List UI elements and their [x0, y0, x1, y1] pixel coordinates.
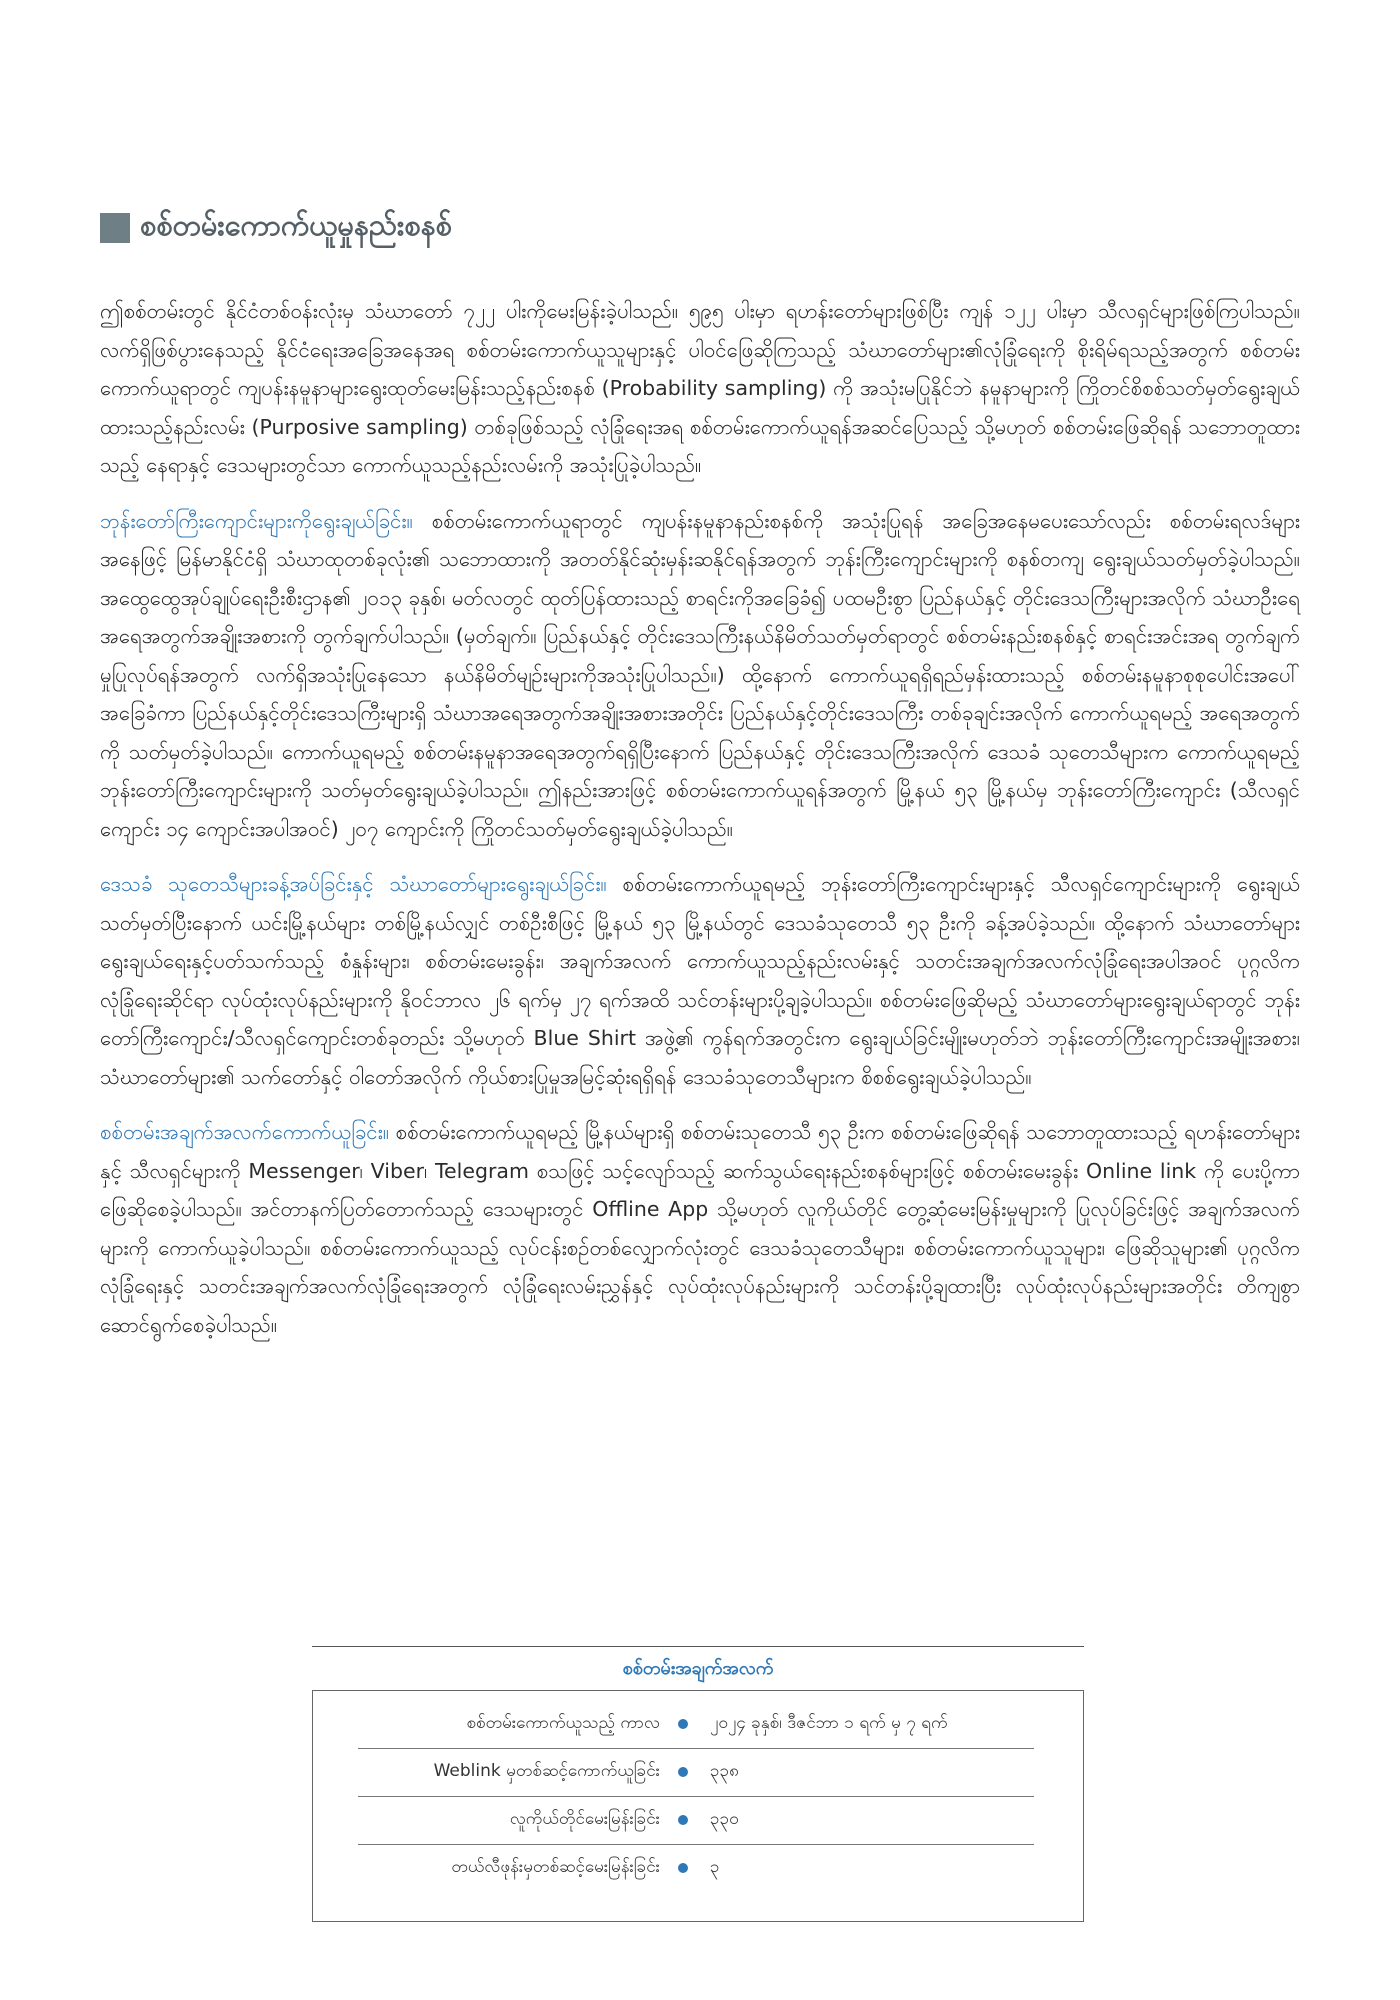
paragraph-methodology	[100, 292, 1300, 485]
paragraph-data-collection	[100, 1113, 1300, 1344]
body-text	[100, 292, 1300, 1361]
info-row-value: ၃၃၀	[710, 1808, 739, 1829]
info-row-value: ၂၀၂၄ ခုနှစ်၊ ဒီဇင်ဘာ ၁ ရက် မှ ၇ ရက်	[710, 1712, 948, 1733]
info-row-period	[358, 1700, 1034, 1749]
info-row-telephone	[358, 1844, 1034, 1892]
info-row-label: တယ်လီဖုန်းမှတစ်ဆင့်မေးမြန်းခြင်း	[451, 1856, 660, 1877]
info-row-label: လူကိုယ်တိုင်မေးမြန်းခြင်း	[509, 1808, 660, 1829]
paragraph-text: စစ်တမ်းကောက်ယူရာတွင် ကျပန်းနမူနာနည်းစနစ်ကို အသုံးပြုရန် အခြေအနေမပေးသော်လည်း စစ်တမ်းရလဒ်များအနေဖြင့် မြန်မာနိုင်ငံရှိ သံဃာထုတစ်ခုလုံး၏ သဘောထားကို အတတ်နိုင်ဆုံးမှန်းဆနိုင်ရန်အတွက် ဘုန်းကြီးကျောင်းများကို စနစ်တကျ ရွေးချယ်သတ်မှတ်ခဲ့ပါသည်။ အထွေထွေအုပ်ချုပ်ရေးဦးစီးဌာန၏ ၂၀၁၃ ခုနှစ်၊ မတ်လတွင် ထုတ်ပြန်ထားသည့် စာရင်းကိုအခြေခံ၍ ပထမဦးစွာ ပြည်နယ်နှင့် တိုင်းဒေသကြီးများအလိုက် သံဃာဦးရေ အရေအတွက်အချိုးအစားကို တွက်ချက်ပါသည်။ (မှတ်ချက်။ ပြည်နယ်နှင့် တိုင်းဒေသကြီးနယ်နိမိတ်သတ်မှတ်ရာတွင် စစ်တမ်းနည်းစနစ်နှင့် စာရင်းအင်းအရ တွက်ချက်မှုပြုလုပ်ရန်အတွက် လက်ရှိအသုံးပြုနေသော နယ်နိမိတ်မျဉ်းများကိုအသုံးပြုပါသည်။) ထို့နောက် ကောက်ယူရရှိရည်မှန်းထားသည့် စစ်တမ်းနမူနာစုစုပေါင်းအပေါ် အခြေခံကာ ပြည်နယ်နှင့်တိုင်းဒေသကြီးများရှိ သံဃာအရေအတွက်အချိုးအစားအတိုင်း ပြည်နယ်နှင့်တိုင်းဒေသကြီး တစ်ခုချင်းအလိုက် ကောက်ယူရမည့် အရေအတွက်ကို သတ်မှတ်ခဲ့ပါသည်။ ကောက်ယူရမည့် စစ်တမ်းနမူနာအရေအတွက်ရရှိပြီးနောက် ပြည်နယ်နှင့် တိုင်းဒေသကြီးအလိုက် ဒေသခံ သုတေသီများက ကောက်ယူရမည့် ဘုန်းတော်ကြီးကျောင်းများကို သတ်မှတ်ရွေးချယ်ခဲ့ပါသည်။ ဤနည်းအားဖြင့် စစ်တမ်းကောက်ယူရန်အတွက် မြို့နယ် ၅၃ မြို့နယ်မှ ဘုန်းတော်ကြီးကျောင်း (သီလရှင်ကျောင်း ၁၄ ကျောင်းအပါအဝင်) ၂၀၇ ကျောင်းကို ကြိုတင်သတ်မှတ်ရွေးချယ်ခဲ့ပါသည်။	[100, 508, 1301, 841]
bullet-dot-icon	[678, 1863, 688, 1873]
info-row-in-person	[358, 1796, 1034, 1845]
paragraph-monastery-selection	[100, 502, 1300, 849]
bullet-dot-icon	[678, 1767, 688, 1777]
info-row-value: ၃	[710, 1856, 720, 1877]
paragraph-lead: ဘုန်းတော်ကြီးကျောင်းများကိုရွေးချယ်ခြင်း။	[100, 508, 413, 533]
heading-square-marker	[100, 213, 130, 243]
heading-text: စစ်တမ်းကောက်ယူမှုနည်းစနစ်	[140, 207, 452, 242]
info-row-label: စစ်တမ်းကောက်ယူသည့် ကာလ	[466, 1712, 660, 1733]
bullet-dot-icon	[678, 1719, 688, 1729]
paragraph-lead: ဒေသခံ သုတေသီများခန့်အပ်ခြင်းနှင့် သံဃာတော်များရွေးချယ်ခြင်း။	[100, 872, 607, 896]
paragraph-researchers	[100, 865, 1300, 1096]
info-row-label: Weblink မှတစ်ဆင့်ကောက်ယူခြင်း	[433, 1760, 660, 1781]
info-box-title: စစ်တမ်းအချက်အလက်	[622, 1658, 774, 1679]
paragraph-text: စစ်တမ်းကောက်ယူရမည့် ဘုန်းတော်ကြီးကျောင်းများနှင့် သီလရှင်ကျောင်းများကို ရွေးချယ်သတ်မှတ်ပြီးနောက် ယင်းမြို့နယ်များ တစ်မြို့နယ်လျှင် တစ်ဦးစီဖြင့် မြို့နယ် ၅၃ မြို့နယ်တွင် ဒေသခံသုတေသီ ၅၃ ဦးကို ခန့်အပ်ခဲ့သည်။ ထို့နောက် သံဃာတော်များရွေးချယ်ရေးနှင့်ပတ်သက်သည့် စံနှုန်းများ၊ စစ်တမ်းမေးခွန်း၊ အချက်အလက် ကောက်ယူသည့်နည်းလမ်းနှင့် သတင်းအချက်အလက်လုံခြုံရေးအပါအဝင် ပုဂ္ဂလိကလုံခြုံရေးဆိုင်ရာ လုပ်ထုံးလုပ်နည်းများကို နိုဝင်ဘာလ ၂၆ ရက်မှ ၂၇ ရက်အထိ သင်တန်းများပို့ချခဲ့ပါသည်။ စစ်တမ်းဖြေဆိုမည့် သံဃာတော်များရွေးချယ်ရာတွင် ဘုန်းတော်ကြီးကျောင်း/သီလရှင်ကျောင်းတစ်ခုတည်း သို့မဟုတ် Blue Shirt အဖွဲ့၏ ကွန်ရက်အတွင်းက ရွေးချယ်ခြင်းမျိုးမဟုတ်ဘဲ ဘုန်းတော်ကြီးကျောင်းအမျိုးအစား၊ သံဃာတော်များ၏ သက်တော်နှင့် ဝါတော်အလိုက် ကိုယ်စားပြုမှုအမြင့်ဆုံးရရှိရန် ဒေသခံသုတေသီများက စိစစ်ရွေးချယ်ခဲ့ပါသည်။	[100, 872, 1300, 1089]
paragraph-text: ဤစစ်တမ်းတွင် နိုင်ငံတစ်ဝန်းလုံးမှ သံဃာတော် ၇၂၂ ပါးကိုမေးမြန်းခဲ့ပါသည်။ ၅၉၅ ပါးမှာ ရဟန်းတော်များဖြစ်ပြီး ကျန် ၁၂၂ ပါးမှာ သီလရှင်များဖြစ်ကြပါသည်။ လက်ရှိဖြစ်ပွားနေသည့် နိုင်ငံရေးအခြေအနေအရ စစ်တမ်းကောက်ယူသူများနှင့် ပါဝင်ဖြေဆိုကြသည့် သံဃာတော်များ၏လုံခြုံရေးကို စိုးရိမ်ရသည့်အတွက် စစ်တမ်းကောက်ယူရာတွင် ကျပန်းနမူနာများရွေးထုတ်မေးမြန်းသည့်နည်းစနစ် (Probability sampling) ကို အသုံးမပြုနိုင်ဘဲ နမူနာများကို ကြိုတင်စိစစ်သတ်မှတ်ရွေးချယ်ထားသည့်နည်းလမ်း (Purposive sampling) တစ်ခုဖြစ်သည့် လုံခြုံရေးအရ စစ်တမ်းကောက်ယူရန်အဆင်ပြေသည့် သို့မဟုတ် စစ်တမ်းဖြေဆိုရန် သဘောတူထားသည့် နေရာနှင့် ဒေသများတွင်သာ ကောက်ယူသည့်နည်းလမ်းကို အသုံးပြုခဲ့ပါသည်။	[100, 299, 1300, 477]
info-row-weblink	[358, 1748, 1034, 1797]
info-row-value: ၃၃၈	[710, 1760, 739, 1781]
bullet-dot-icon	[678, 1815, 688, 1825]
paragraph-text: စစ်တမ်းကောက်ယူရမည့် မြို့နယ်များရှိ စစ်တမ်းသုတေသီ ၅၃ ဦးက စစ်တမ်းဖြေဆိုရန် သဘောတူထားသည့် ရဟန်းတော်များနှင့် သီလရှင်များကို Messenger၊ Viber၊ Telegram စသဖြင့် သင့်လျော်သည့် ဆက်သွယ်ရေးနည်းစနစ်များဖြင့် စစ်တမ်းမေးခွန်း Online link ကို ပေးပို့ကာဖြေဆိုစေခဲ့ပါသည်။ အင်တာနက်ပြတ်တောက်သည့် ဒေသများတွင် Offline App သို့မဟုတ် လူကိုယ်တိုင် တွေ့ဆုံမေးမြန်းမှုများကို ပြုလုပ်ခြင်းဖြင့် အချက်အလက်များကို ကောက်ယူခဲ့ပါသည်။ စစ်တမ်းကောက်ယူသည့် လုပ်ငန်းစဉ်တစ်လျှောက်လုံးတွင် ဒေသခံသုတေသီများ၊ စစ်တမ်းကောက်ယူသူများ၊ ဖြေဆိုသူများ၏ ပုဂ္ဂလိကလုံခြုံရေးနှင့် သတင်းအချက်အလက်လုံခြုံရေးအတွက် လုံခြုံရေးလမ်းညွှန်နှင့် လုပ်ထုံးလုပ်နည်းများကို သင်တန်းပို့ချထားပြီး လုပ်ထုံးလုပ်နည်းများအတိုင်း တိကျစွာ ဆောင်ရွက်စေခဲ့ပါသည်။	[100, 1120, 1300, 1337]
info-box-top-rule	[312, 1646, 1084, 1647]
paragraph-lead: စစ်တမ်းအချက်အလက်ကောက်ယူခြင်း။	[100, 1120, 390, 1144]
section-heading	[100, 204, 452, 252]
